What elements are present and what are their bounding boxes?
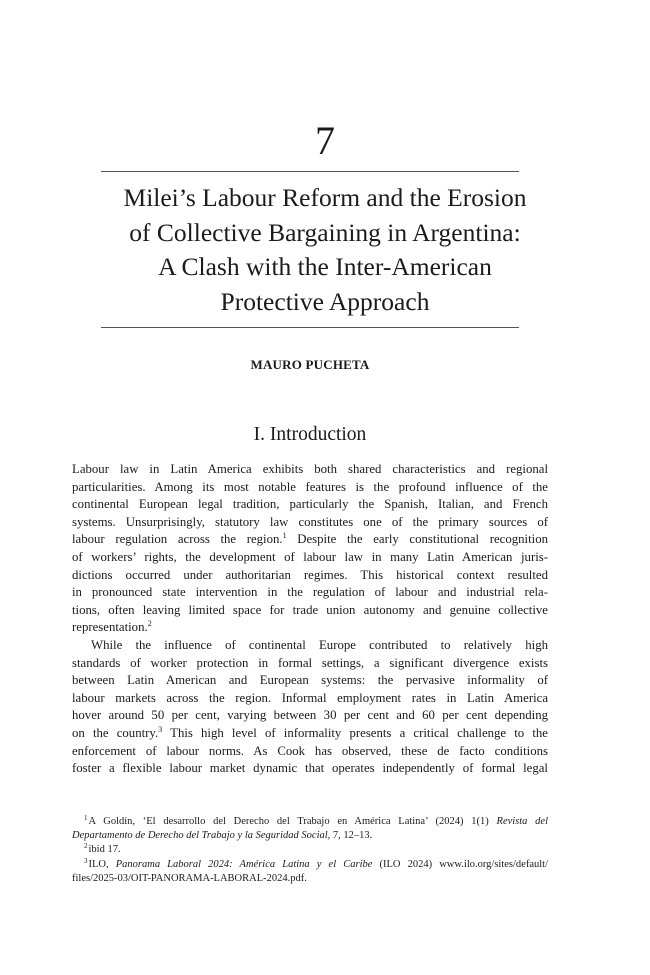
text-line bbox=[72, 619, 548, 637]
text-line: enforcement of labour norms. As Cook has observed, these de facto conditions bbox=[72, 743, 548, 758]
text-segment: labour regulation across the region. bbox=[72, 532, 283, 547]
text-segment: This high level of informality presents a critical challenge to the bbox=[162, 725, 548, 740]
text-segment: ibid 17. bbox=[88, 844, 121, 856]
footnote-1-line bbox=[72, 829, 548, 843]
text-line: foster a flexible labour market dynamic that operates independently of formal legal bbox=[72, 761, 548, 776]
body-text bbox=[72, 461, 548, 778]
footnote-mark: 2 bbox=[84, 842, 88, 851]
text-line: systems. Unsurprisingly, statutory law constitutes one of the primary sources of bbox=[72, 514, 548, 529]
title-rule-bottom bbox=[101, 327, 519, 328]
text-line: dictions occurred under authoritarian regimes. This historical context resulted bbox=[72, 567, 548, 582]
text-line: of workers’ rights, the development of labour law in many Latin American juris- bbox=[72, 549, 548, 564]
chapter-title-line: Protective Approach bbox=[220, 286, 430, 316]
chapter-title bbox=[60, 181, 590, 319]
chapter-title-line: A Clash with the Inter-American bbox=[158, 252, 492, 281]
footnote-ref[interactable]: 1 bbox=[282, 531, 287, 541]
footnote-3-line[interactable]: files/2025-03/OIT-PANORAMA-LABORAL-2024.pdf. bbox=[72, 872, 307, 884]
footnote-mark: 1 bbox=[84, 814, 88, 822]
paragraph bbox=[72, 637, 548, 778]
text-segment: on the country. bbox=[72, 725, 159, 740]
title-rule-top bbox=[101, 171, 519, 172]
chapter-number: 7 bbox=[315, 118, 335, 163]
text-line bbox=[72, 725, 548, 743]
text-line: particularities. Among its most notable features is the profound influence of the bbox=[72, 479, 548, 494]
text-line: in pronounced state intervention in the regulation of labour and industrial rela- bbox=[72, 585, 548, 600]
chapter-title-line: of Collective Bargaining in Argentina: bbox=[129, 217, 521, 247]
text-line: While the influence of continental Europe contributed to relatively high bbox=[91, 637, 548, 652]
text-line: labour markets across the region. Informal employment rates in Latin America bbox=[72, 690, 548, 705]
chapter-title-line: Milei’s Labour Reform and the Erosion bbox=[123, 183, 527, 212]
text-line: tions, often leaving limited space for trade union autonomy and genuine collective bbox=[72, 602, 548, 617]
footnotes bbox=[72, 815, 548, 886]
text-segment[interactable]: (ILO 2024) www.ilo.org/sites/default/ bbox=[372, 858, 549, 870]
text-segment: Revista del bbox=[496, 816, 549, 827]
text-segment: , 7, 12–13. bbox=[327, 830, 373, 842]
footnote-1-line bbox=[72, 815, 548, 829]
text-segment: Despite the early constitutional recognition bbox=[286, 532, 549, 547]
text-line: standards of worker protection in formal settings, a significant divergence exists bbox=[72, 655, 548, 670]
text-line: hover around 50 per cent, varying between 30 per cent and 60 per cent depending bbox=[72, 708, 548, 723]
footnote-3-line bbox=[72, 858, 548, 872]
text-segment: Panorama Laboral 2024: América Latina y el Caribe bbox=[115, 858, 373, 870]
footnote-2-line bbox=[72, 843, 548, 857]
section-heading: I. Introduction bbox=[253, 424, 367, 445]
paragraph bbox=[72, 461, 548, 637]
text-segment: representation. bbox=[72, 620, 148, 635]
text-segment: A Goldín, ‘El desarrollo del Derecho del Trabajo en América Latina’ (2024) 1(1) bbox=[88, 816, 497, 827]
footnote-ref[interactable]: 2 bbox=[147, 619, 152, 629]
text-segment: Departamento de Derecho del Trabajo y la Seguridad Social bbox=[72, 830, 328, 842]
text-line: Labour law in Latin America exhibits both shared characteristics and regional bbox=[72, 462, 548, 476]
text-line bbox=[72, 531, 548, 549]
footnote-ref[interactable]: 3 bbox=[158, 724, 163, 734]
text-line: between Latin American and European systems: the pervasive informality of bbox=[72, 673, 548, 688]
text-segment: ILO, bbox=[88, 858, 116, 870]
author-name: MAURO PUCHETA bbox=[250, 357, 370, 372]
text-line: continental European legal tradition, particularly the Spanish, Italian, and French bbox=[72, 497, 548, 512]
footnote-mark: 3 bbox=[84, 856, 88, 865]
